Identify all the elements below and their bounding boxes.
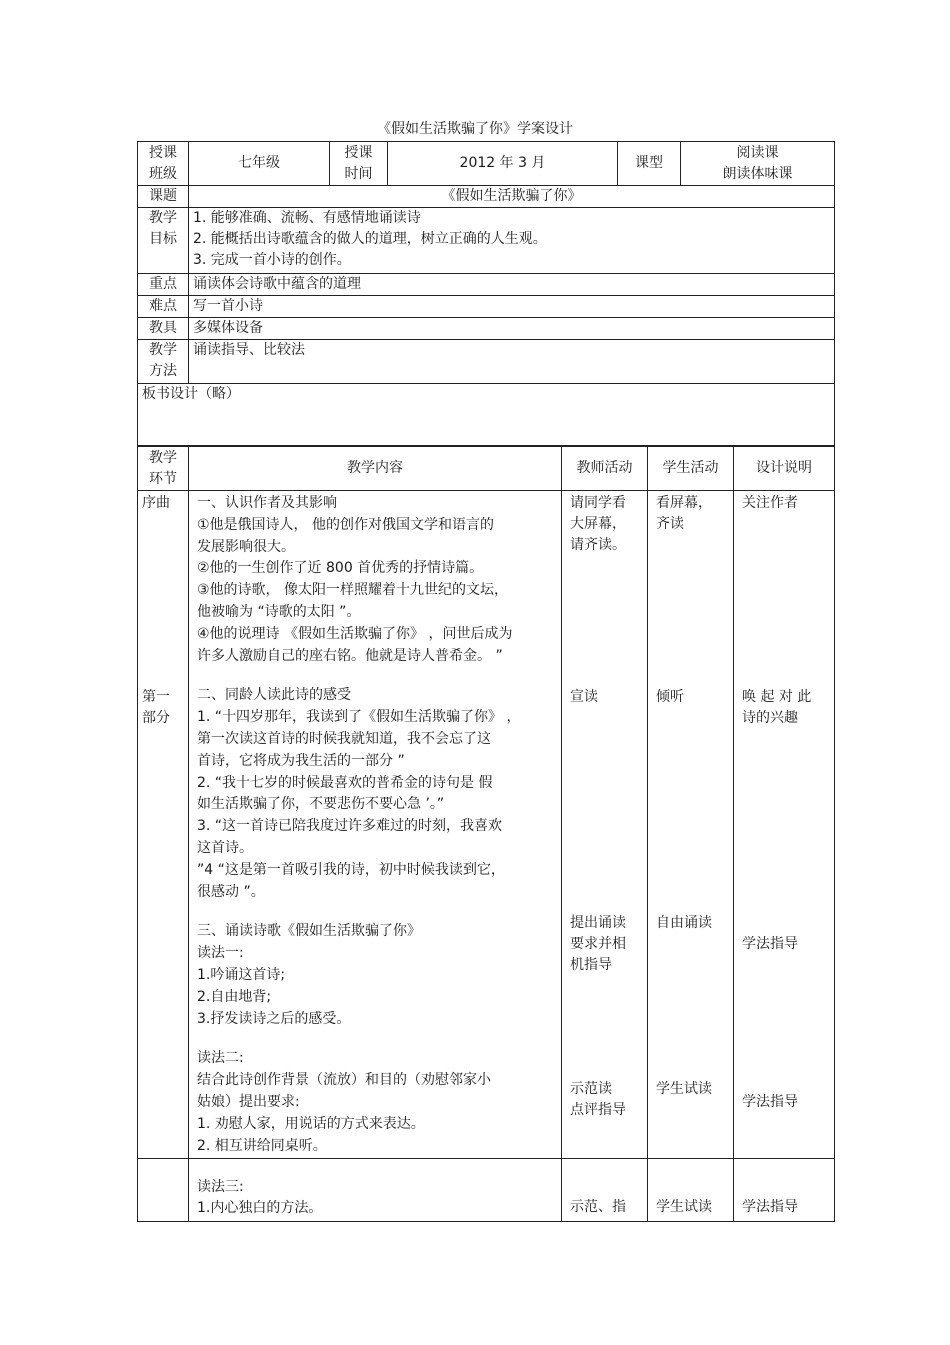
type-label: 课型 — [618, 142, 681, 186]
stage-cell-cont — [138, 1159, 189, 1222]
key-point-label: 重点 — [138, 274, 189, 296]
method-row — [138, 340, 835, 384]
lesson-info-table — [137, 141, 835, 446]
topic-value: 《假如生活欺骗了你》 — [189, 186, 835, 208]
time-label: 授课 时间 — [330, 142, 388, 186]
student-cell: 看屏幕， 齐读 倾听 自由诵读 学生试读 — [648, 491, 734, 1159]
key-point-row — [138, 274, 835, 296]
method-value: 诵读指导、比较法 — [189, 340, 835, 384]
tools-row — [138, 318, 835, 340]
type-value: 阅读课 朗读体味课 — [681, 142, 835, 186]
teacher-header: 教师活动 — [562, 447, 648, 491]
design-cell-cont: 学法指导 — [734, 1159, 835, 1222]
process-body-row — [138, 491, 835, 1159]
topic-label: 课题 — [138, 186, 189, 208]
class-label: 授课 班级 — [138, 142, 189, 186]
design-cell: 关注作者 唤 起 对 此 诗的兴趣 学法指导 学法指导 — [734, 491, 835, 1159]
board-row — [138, 384, 835, 446]
teaching-process-table — [137, 446, 835, 1222]
tools-value: 多媒体设备 — [189, 318, 835, 340]
content-cell-cont: 读法三: 1.内心独白的方法。 — [189, 1159, 562, 1222]
document-title: 《假如生活欺骗了你》学案设计 — [377, 121, 573, 137]
content-header: 教学内容 — [189, 447, 562, 491]
goal-item: 3. 完成一首小诗的创作。 — [193, 252, 351, 268]
goal-item: 1. 能够准确、流畅、有感情地诵读诗 — [193, 210, 421, 226]
board-label: 板书设计（略） — [138, 384, 835, 446]
time-value: 2012 年 3 月 — [388, 142, 618, 186]
difficulty-label: 难点 — [138, 296, 189, 318]
stage-cell: 序曲 第一 部分 — [138, 491, 189, 1159]
student-header: 学生活动 — [648, 447, 734, 491]
teacher-cell: 请同学看 大屏幕， 请齐读。 宣读 提出诵读 要求并相 机指导 示范读 点评指导 — [562, 491, 648, 1159]
goals-row — [138, 208, 835, 274]
key-point-value: 诵读体会诗歌中蕴含的道理 — [189, 274, 835, 296]
process-cont-row — [138, 1159, 835, 1222]
topic-row — [138, 186, 835, 208]
class-value: 七年级 — [189, 142, 330, 186]
difficulty-value: 写一首小诗 — [189, 296, 835, 318]
method-label: 教学 方法 — [138, 340, 189, 384]
goal-item: 2. 能概括出诗歌蕴含的做人的道理，树立正确的人生观。 — [193, 231, 547, 247]
process-header-row — [138, 447, 835, 491]
stage-header: 教学 环节 — [138, 447, 189, 491]
student-cell-cont: 学生试读 — [648, 1159, 734, 1222]
content-cell: 一、认识作者及其影响 ①他是俄国诗人， 他的创作对俄国文学和语言的 发展影响很大。 ②他的一生创作了近 800 首优秀的抒情诗篇。 ③他的诗歌， 像太阳一样照耀着十九世纪的文坛， 他被喻为 “诗歌的太阳 ”。 ④他的说理诗 《假如生活欺骗了你》 ，问世后成为 许多人激励自己的座右铭。他就是诗人普希金。 ” 二、同龄人读此诗的感受 1. “十四岁那年，我读到了《假如生活欺骗了你》 ， 第一次读这首诗的时候我就知道，我不会忘了这 首诗，它将成为我生活的一部分 ” 2. “我十七岁的时候最喜欢的普希金的诗句是 假 如生活欺骗了你，不要悲伤不要心急 ’。” 3. “这一首诗已陪我度过许多难过的时刻，我喜欢 这首诗。 ”4 “这是第一首吸引我的诗，初中时候我读到它， 很感动 ”。 三、诵读诗歌《假如生活欺骗了你》 读法一: 1.吟诵这首诗; 2.自由地背; 3.抒发读诗之后的感受。 读法二: 结合此诗创作背景（流放）和目的（劝慰邻家小 姑娘）提出要求: 1. 劝慰人家，用说话的方式来表达。 2. 相互讲给同桌听。 — [189, 491, 562, 1159]
tools-label: 教具 — [138, 318, 189, 340]
goals-list — [189, 208, 835, 274]
header-row — [138, 142, 835, 186]
difficulty-row — [138, 296, 835, 318]
goals-label: 教学 目标 — [138, 208, 189, 274]
design-header: 设计说明 — [734, 447, 835, 491]
teacher-cell-cont: 示范、指 — [562, 1159, 648, 1222]
